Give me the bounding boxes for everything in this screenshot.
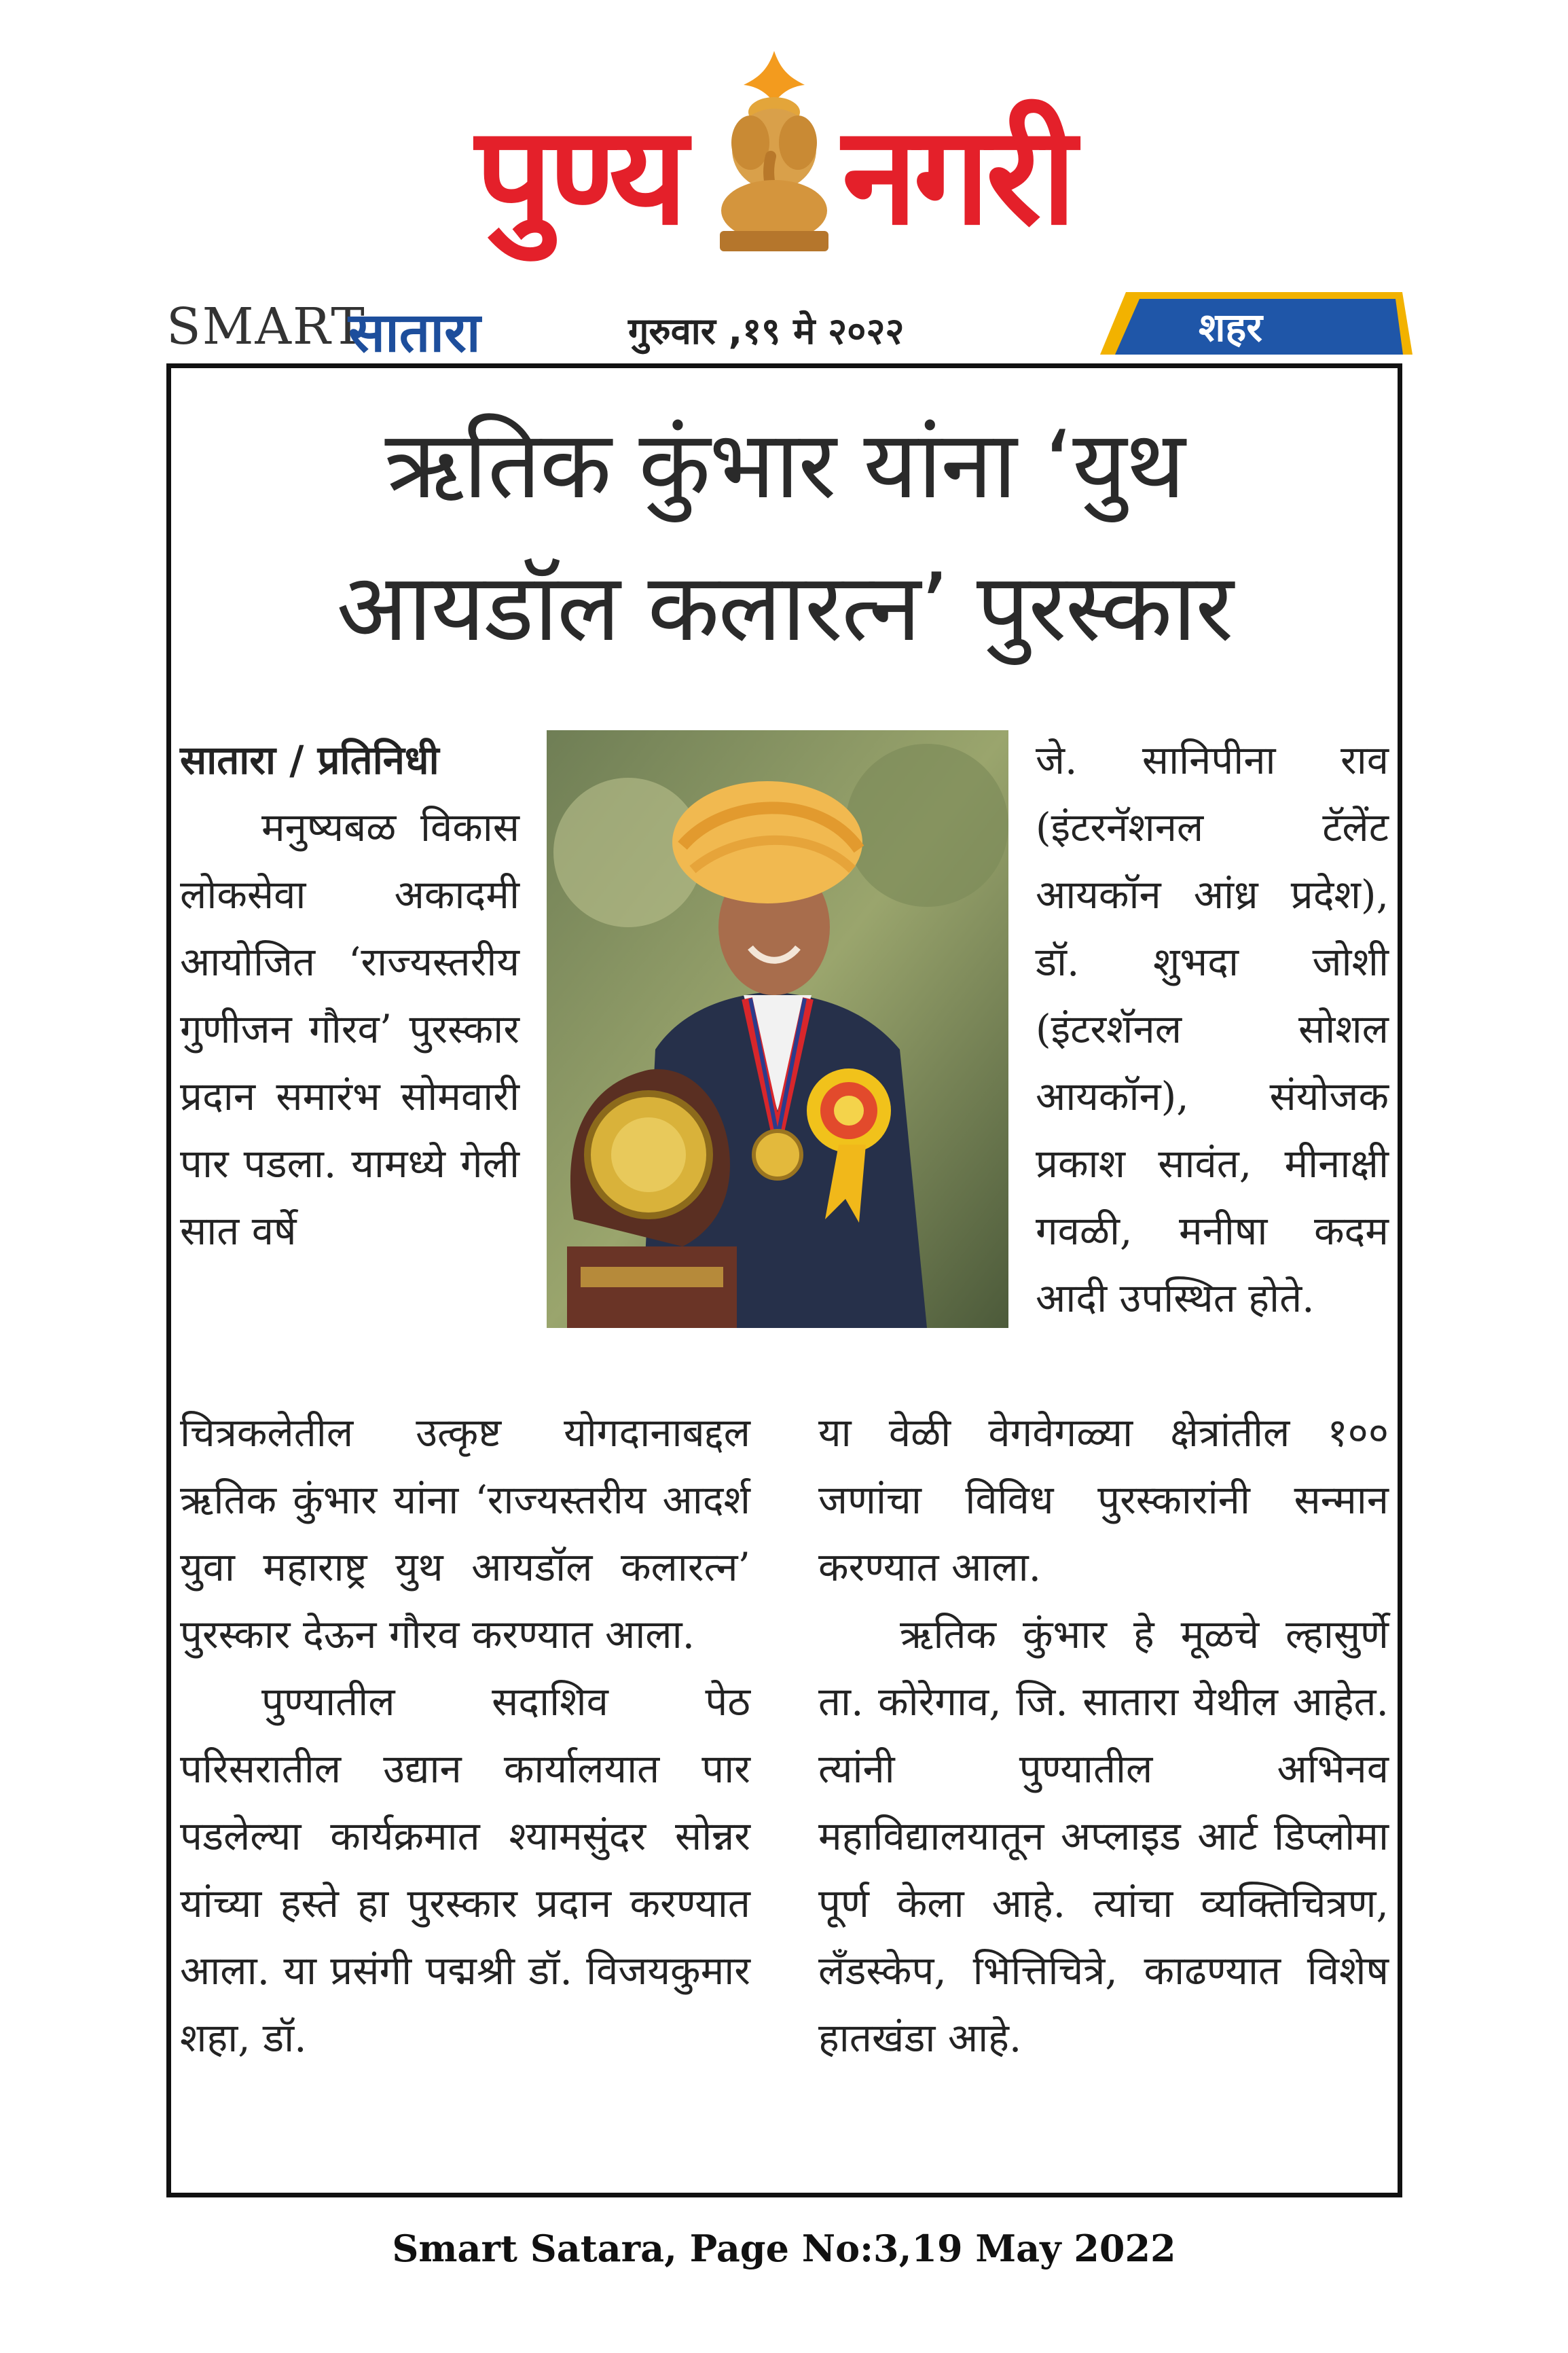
paragraph-honours: या वेळी वेगवेगळ्या क्षेत्रांतील १०० जणांचा विविध पुरस्कारांनी सन्मान करण्यात आला. — [818, 1409, 1389, 1590]
headline-line-1: ऋतिक कुंभार यांना ‘युथ — [384, 410, 1184, 520]
edition-bar — [166, 292, 1409, 364]
paragraph-venue: पुण्यातील सदाशिव पेठ परिसरातील उद्यान कार्यालयात पार पडलेल्या कार्यक्रमात श्यामसुंदर सोन्नर यांच्या हस्ते हा पुरस्कार प्रदान करण्यात आला. या प्रसंगी पद्मश्री डॉ. विजयकुमार शहा, डॉ. — [180, 1678, 750, 2061]
edition-date: गुरुवार ,१९ मे २०२२ — [628, 310, 905, 353]
dateline: सातारा / प्रतिनिधी — [180, 737, 439, 783]
section-label: शहर — [1199, 304, 1262, 351]
masthead-title-right: नगरी — [842, 97, 1073, 255]
headline-line-2: आयडॉल कलारत्न’ पुरस्कार — [336, 553, 1233, 662]
ganesha-idol-logo-icon — [703, 48, 845, 258]
column-1-top — [180, 727, 519, 1265]
footer-caption: Smart Satara, Page No:3,19 May 2022 — [392, 2227, 1176, 2270]
paragraph-guests: जे. सानिपीना राव (इंटरनॅशनल टॅलेंट आयकॉन आंध्र प्रदेश), डॉ. शुभदा जोशी (इंटरशॅनल सोशल आयकॉन), संयोजक प्रकाश सावंत, मीनाक्षी गवळी, मनीषा कदम आदी उपस्थित होते. — [1036, 737, 1389, 1321]
column-2-bottom — [818, 1399, 1389, 2072]
paragraph-intro: मनुष्यबळ विकास लोकसेवा अकादमी आयोजित ‘राज्यस्तरीय गुणीजन गौरव’ पुरस्कार प्रदान समारंभ सोमवारी पार पडला. यामध्ये गेली सात वर्षे — [180, 804, 519, 1254]
headline — [177, 394, 1392, 679]
column-3-top — [1036, 727, 1389, 1332]
paragraph-biography: ऋतिक कुंभार हे मूळचे ल्हासुर्णे ता. कोरेगाव, जि. सातारा येथील आहेत. त्यांनी पुण्यातील अभिनव महाविद्यालयातून अप्लाइड आर्ट डिप्लोमा पूर्ण केला आहे. त्यांचा व्यक्तिचित्रण, लॅंडस्केप, भित्तिचित्रे, काढण्यात विशेष हातखंडा आहे. — [818, 1611, 1389, 2061]
column-1-bottom — [180, 1399, 750, 2072]
paragraph-award: चित्रकलेतील उत्कृष्ट योगदानाबद्दल ऋतिक कुंभार यांना ‘राज्यस्तरीय आदर्श युवा महाराष्ट्र युथ आयडॉल कलारत्न’ पुरस्कार देऊन गौरव करण्यात आला. — [180, 1409, 750, 1657]
brand-smart: SMART — [166, 298, 366, 356]
masthead — [462, 48, 1127, 272]
brand-city: सातारा — [348, 301, 481, 364]
portrait-photo — [547, 730, 1008, 1328]
masthead-title-left: पुण्य — [475, 97, 684, 255]
